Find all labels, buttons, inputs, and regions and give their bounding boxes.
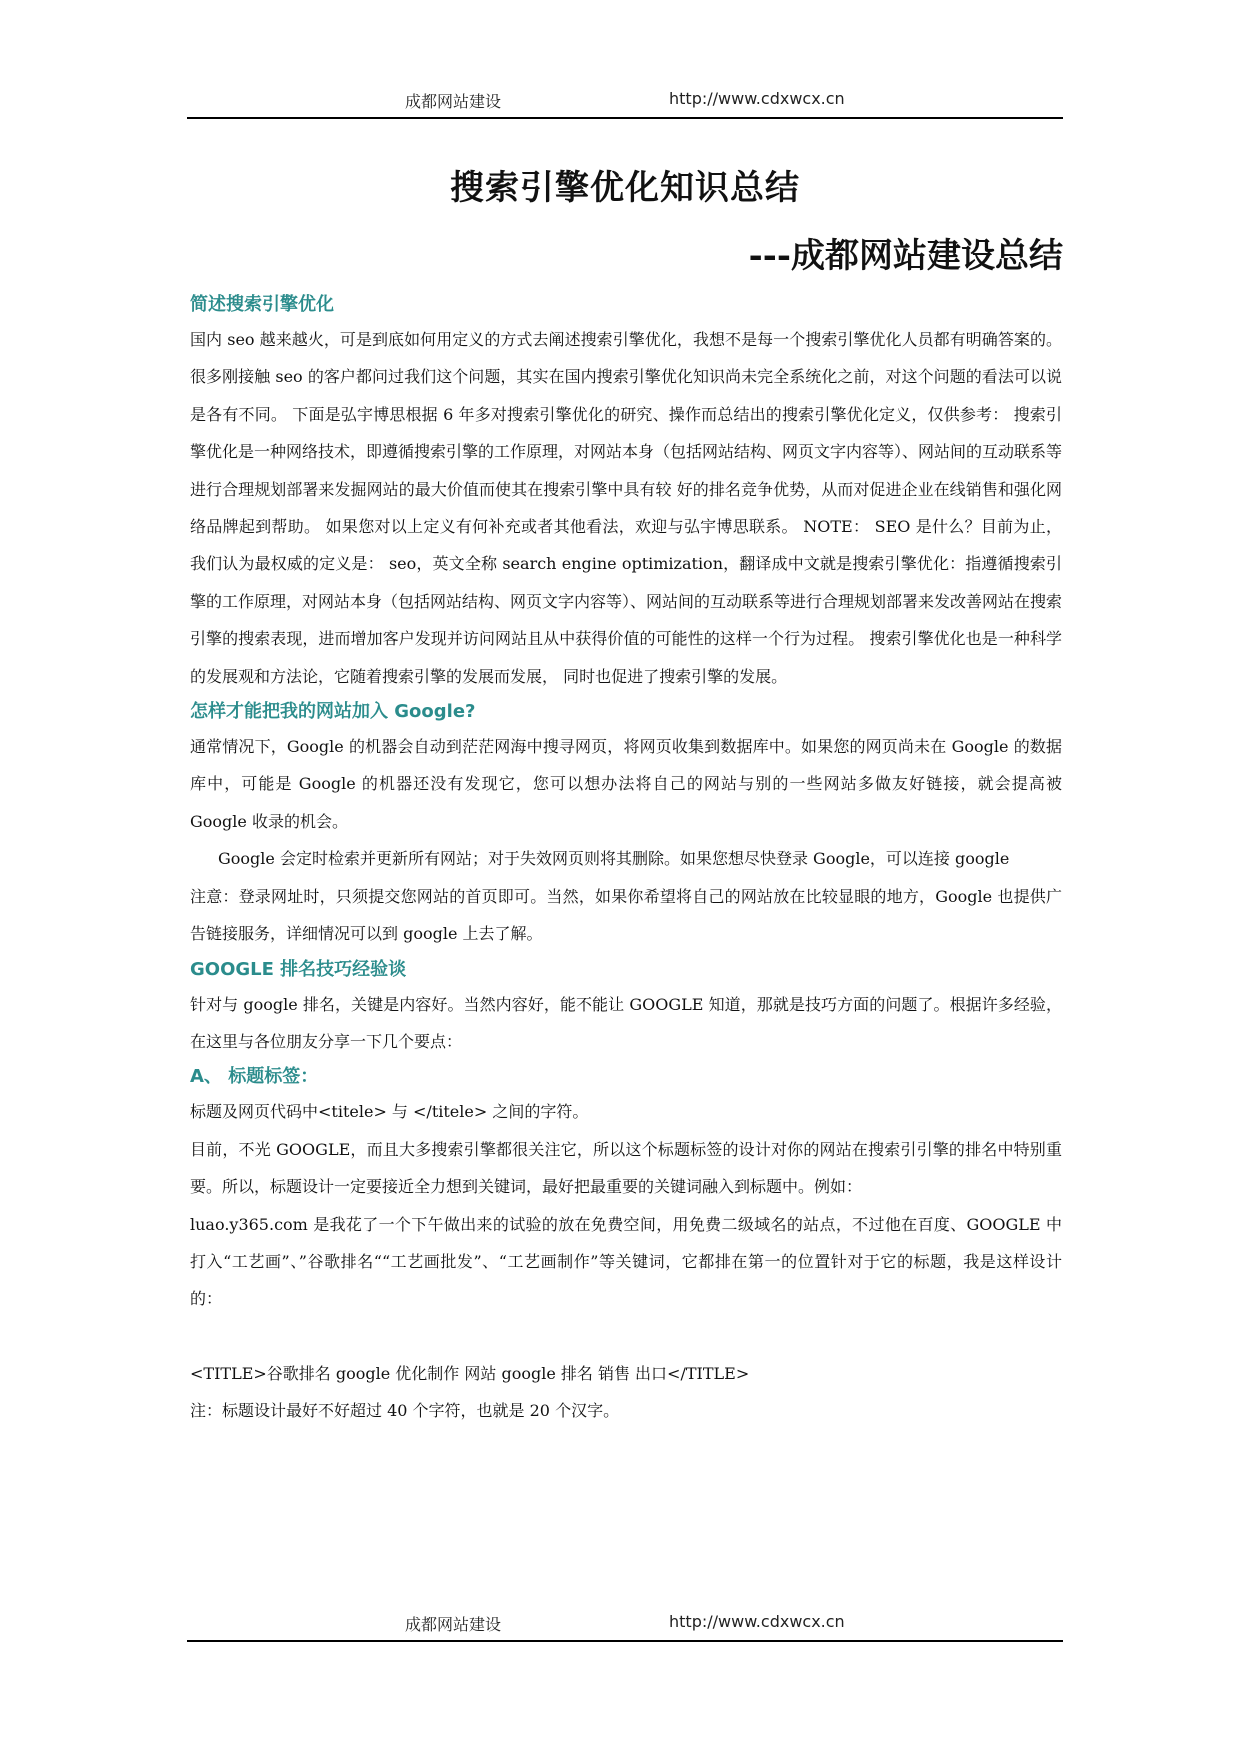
header-rule	[187, 117, 1063, 119]
paragraph-title-tag-importance: 目前，不光 GOOGLE，而且大多搜索引擎都很关注它，所以这个标题标签的设计对你的网站在搜索引引擎的排名中特别重要。所以，标题设计一定要接近全力想到关键词，最好把最重要的关键词融入到标题中。例如：	[190, 1139, 1062, 1197]
header-site-name: 成都网站建设	[405, 92, 502, 111]
page-header	[187, 89, 1063, 119]
paragraph-title-tag-code: <TITLE>谷歌排名 google 优化制作 网站 google 排名 销售 出口</TITLE>	[190, 1363, 750, 1383]
paragraph-title-tag-example: luao.y365.com 是我花了一个下午做出来的试验的放在免费空间，用免费二级域名的站点，不过他在百度、GOOGLE 中打入“工艺画”、”谷歌排名““工艺画批发”、“工艺画制作”等关键词，它都排在第一的位置针对于它的标题，我是这样设计的：	[190, 1214, 1062, 1309]
section-heading-seo-overview: 简述搜索引擎优化	[190, 294, 334, 315]
spacer	[190, 1318, 1062, 1355]
section-heading-add-to-google: 怎样才能把我的网站加入 Google?	[190, 701, 476, 723]
paragraph-title-tag-def: 标题及网页代码中<titele> 与 </titele> 之间的字符。	[190, 1102, 589, 1122]
header-url[interactable]: http://www.cdxwcx.cn	[669, 89, 845, 108]
paragraph-title-tag-note: 注：标题设计最好不好超过 40 个字符，也就是 20 个汉字。	[190, 1401, 620, 1421]
paragraph-google-note: 注意：登录网址时，只须提交您网站的首页即可。当然，如果你希望将自己的网站放在比较显眼的地方，Google 也提供广告链接服务，详细情况可以到 google 上去了解。	[190, 886, 1062, 944]
section-heading-ranking-tips: GOOGLE 排名技巧经验谈	[190, 958, 407, 980]
section-heading-title-tag: A、 标题标签：	[190, 1066, 319, 1088]
document-body	[190, 288, 1062, 1430]
page-footer	[187, 1612, 1063, 1642]
document-subtitle: ---成都网站建设总结	[748, 236, 1063, 276]
paragraph-google-crawl: 通常情况下，Google 的机器会自动到茫茫网海中搜寻网页，将网页收集到数据库中。如果您的网页尚未在 Google 的数据库中，可能是 Google 的机器还没有发现它，您可以想办法将自己的网站与别的一些网站多做友好链接，就会提高被 Google 收录的机会。	[190, 737, 1062, 831]
document-title: 搜索引擎优化知识总结	[450, 168, 800, 208]
footer-url[interactable]: http://www.cdxwcx.cn	[669, 1612, 845, 1631]
paragraph-seo-definition: 国内 seo 越来越火，可是到底如何用定义的方式去阐述搜索引擎优化，我想不是每一个搜索引擎优化人员都有明确答案的。 很多刚接触 seo 的客户都问过我们这个问题，其实在国内搜索引擎优化知识尚未完全系统化之前，对这个问题的看法可以说是各有不同。 下面是弘宇博思根据 6 年多对搜索引擎优化的研究、操作而总结出的搜索引擎优化定义，仅供参考： 搜索引擎优化是一种网络技术，即遵循搜索引擎的工作原理，对网站本身（包括网站结构、网页文字内容等）、网站间的互动联系等进行合理规划部署来发掘网站的最大价值而使其在搜索引擎中具有较 好的排名竞争优势，从而对促进企业在线销售和强化网络品牌起到帮助。 如果您对以上定义有何补充或者其他看法，欢迎与弘宇博思联系。 NOTE： SEO 是什么？目前为止，我们认为最权威的定义是： seo，英文全称 search engine optimization，翻译成中文就是搜索引擎优化：指遵循搜索引擎的工作原理，对网站本身（包括网站结构、网页文字内容等）、网站间的互动联系等进行合理规划部署来发改善网站在搜索引擎的搜索表现，进而增加客户发现并访问网站且从中获得价值的可能性的这样一个行为过程。 搜索引擎优化也是一种科学的发展观和方法论，它随着搜索引擎的发展而发展， 同时也促进了搜索引擎的发展。	[190, 330, 1063, 686]
paragraph-google-update: Google 会定时检索并更新所有网站；对于失效网页则将其删除。如果您想尽快登录 Google，可以连接 google	[218, 849, 1010, 869]
paragraph-ranking-intro: 针对与 google 排名，关键是内容好。当然内容好，能不能让 GOOGLE 知道，那就是技巧方面的问题了。根据许多经验，在这里与各位朋友分享一下几个要点：	[190, 994, 1062, 1051]
footer-site-name: 成都网站建设	[405, 1615, 502, 1634]
